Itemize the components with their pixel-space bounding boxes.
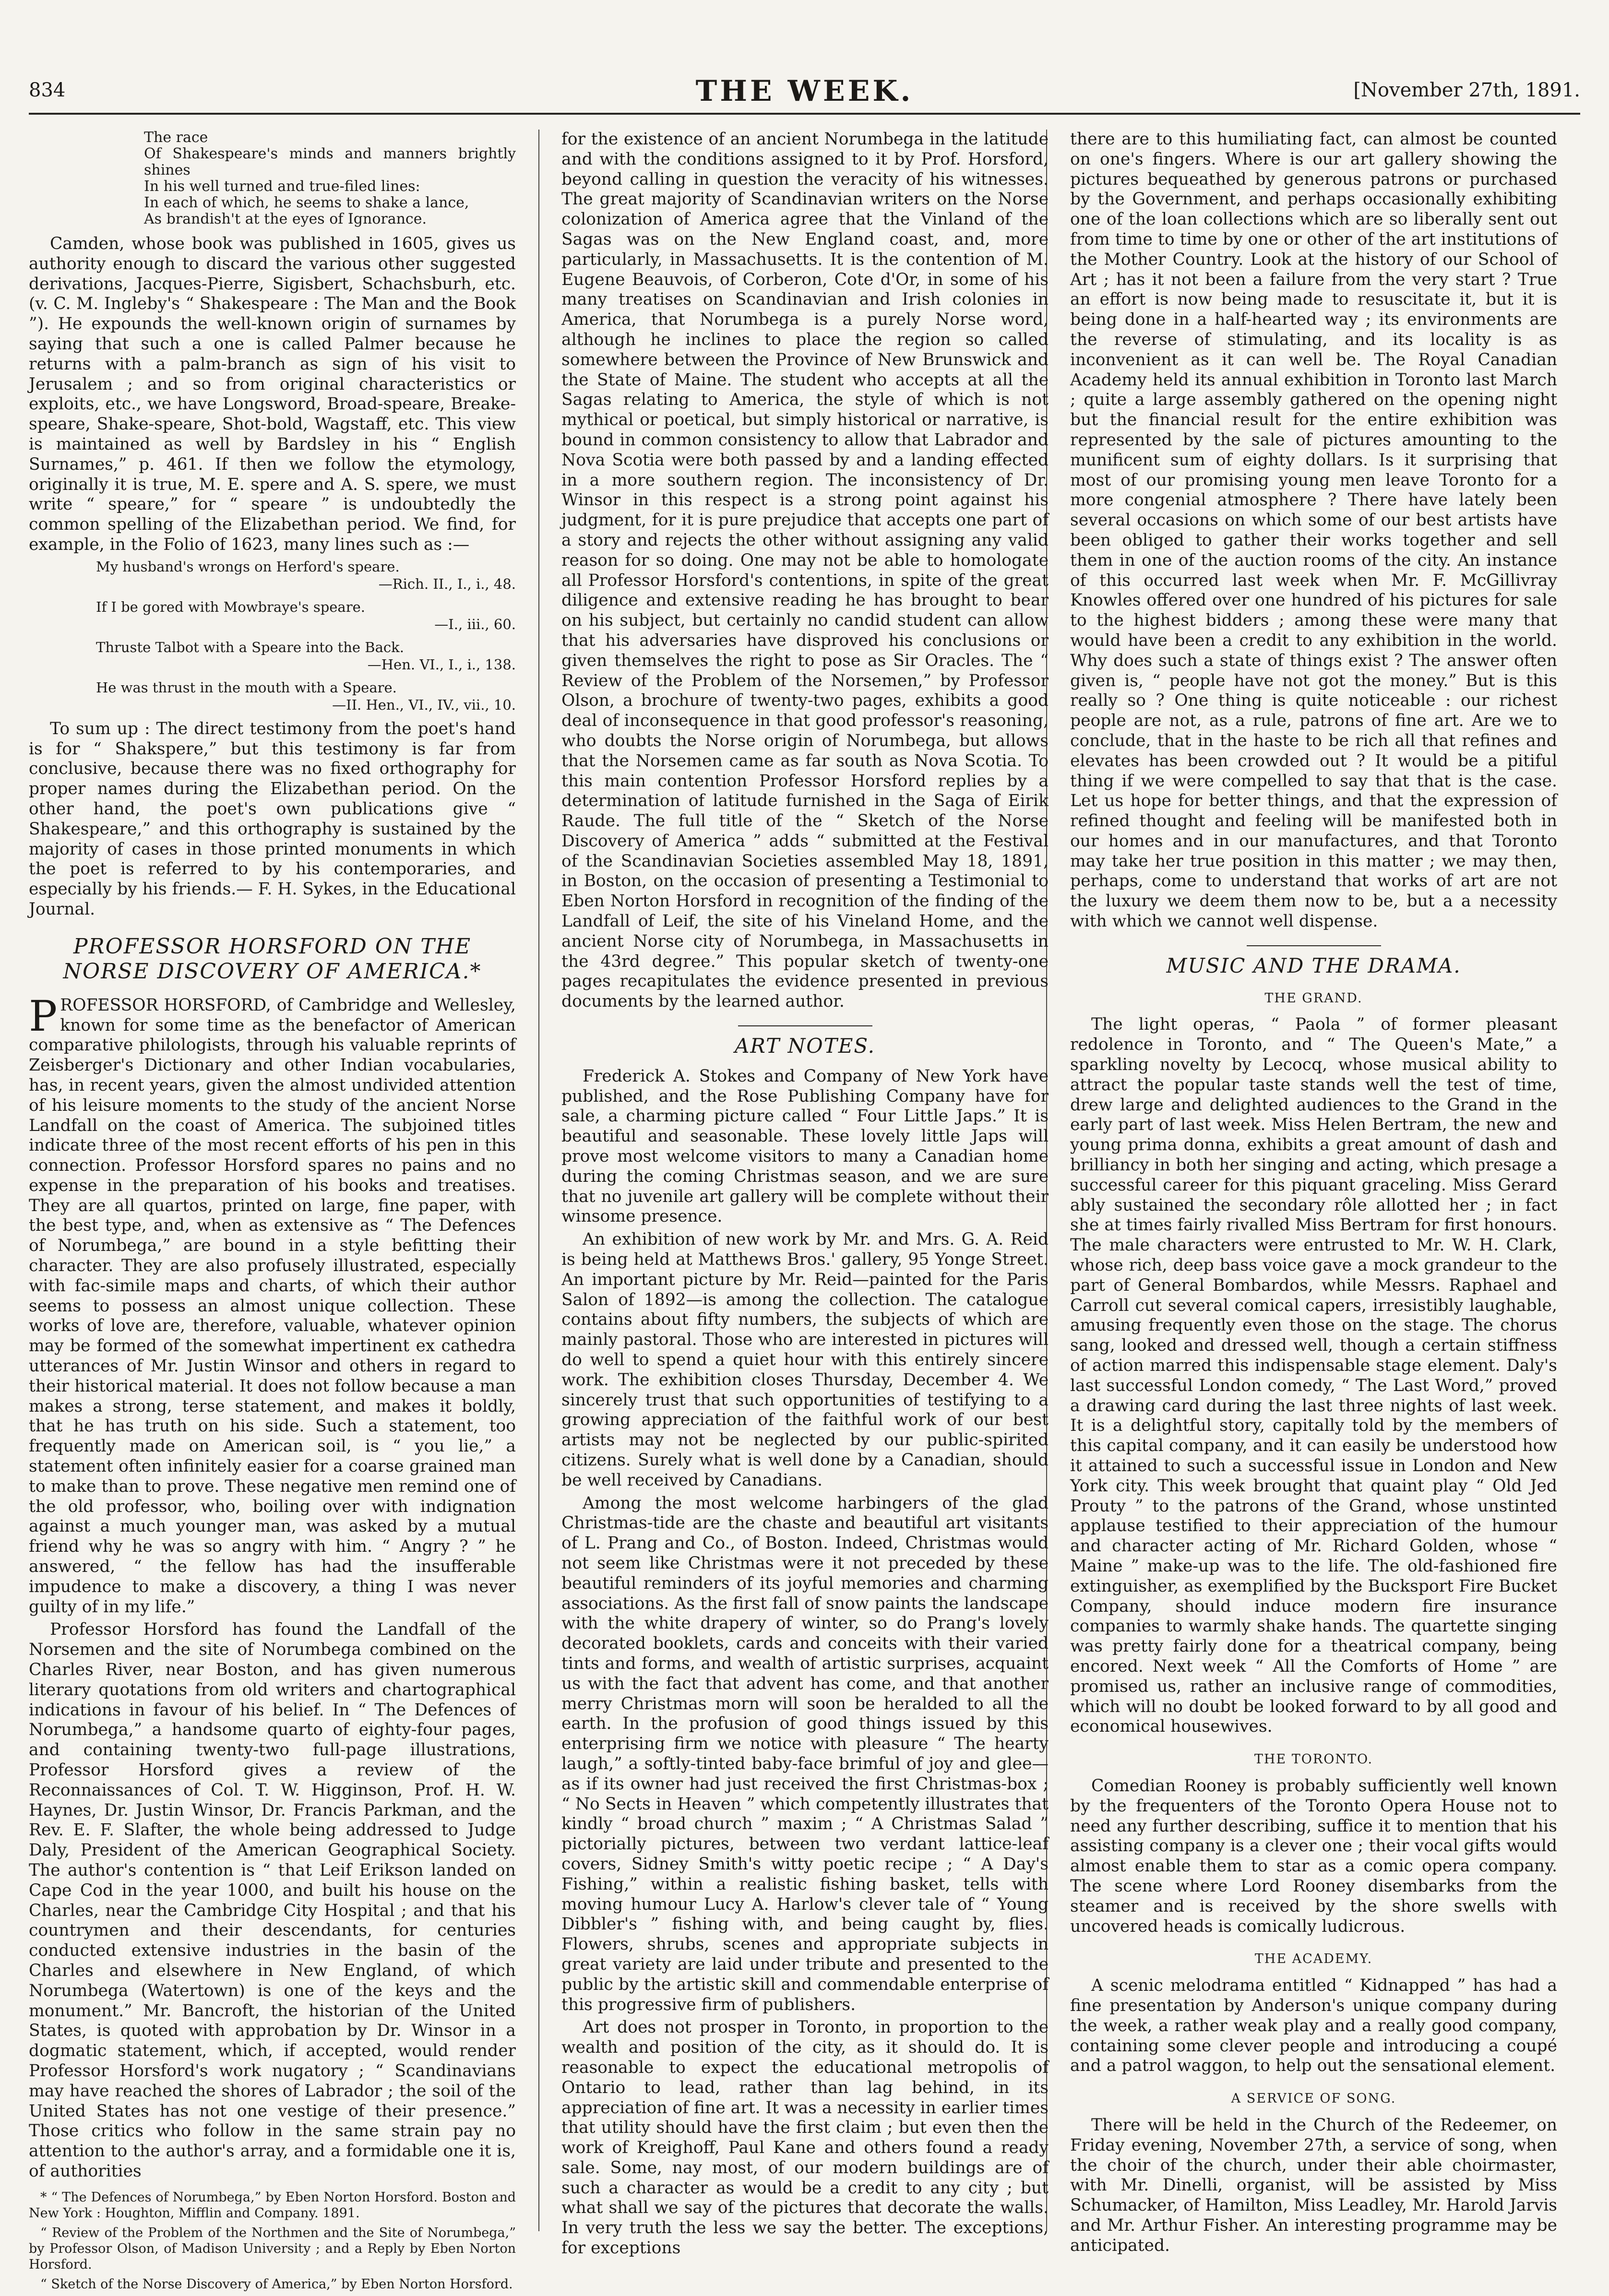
citation-ref: —Rich. II., I., i., 48.	[378, 575, 516, 592]
paragraph: Frederick A. Stokes and Company of New York have published, and the Rose Publishing Company have for sale, a charming picture called “ Four Little Japs.” It is beautiful and seasonable. These lovely little Japs will prove most welcome visitors to many a Canadian home during the coming Christmas season, and we are sure that no juvenile art gallery will be complete without their winsome presence.	[561, 1066, 1049, 1226]
paragraph: A scenic melodrama entitled “ Kidnapped ” has had a fine presentation by Anderson's unique company during the week, a rather weak play and a really good company, containing some clever people and introducing a coupé and a patrol waggon, to help out the sensational element.	[1070, 1976, 1557, 2076]
section-rule	[1247, 945, 1381, 946]
citation-line: He was thrust in the mouth with a Speare.	[96, 679, 397, 696]
paragraph-text: ROFESSOR HORSFORD, of Cambridge and Wellesley, known for some time as the benefactor of American comparative philologists, through his valuable reprints of Zeisberger's Dictionary and other Indian vocabularies, has, in recent years, given the almost undivided attention of his leisure moments to the study of the ancient Norse Landfall on the coast of America. The subjoined titles indicate three of the most recent efforts of his pen in this connection. Professor Horsford spares no pains and no expense in the preparation of his books and treatises. They are all quartos, printed on large, fine paper, with the best type, and, when as extensive as “ The Defences of Norumbega,” are bound in a style befitting their character. They are also profusely illustrated, especially with fac-simile maps and charts, of which their author seems to possess an almost unique collection. These works of love are, therefore, valuable, whatever opinion may be formed of the somewhat impertinent ex cathedra utterances of Mr. Justin Winsor and others in regard to their historical material. It does not follow because a man makes a strong, terse statement, and makes it boldly, that he has truth on his side. Such a statement, too frequently made on American soil, is “ you lie,” a statement often infinitely easier for a coarse grained man to make than to prove. These negative men remind one of the old professor, who, boiling over with indignation against a much younger man, was asked by a mutual friend why he was so angry with him. “ Angry ? ” he answered, “ the fellow has had the insufferable impudence to make a discovery, a thing I was never guilty of in my life.”	[29, 995, 516, 1617]
paragraph: Camden, whose book was published in 1605, gives us authority enough to discard the various other suggested derivations, Jacques-Pierre, Sigisbert, Schachsburh, etc. (v. C. M. Ingleby's “ Shakespeare : The Man and the Book ”). He expounds the well-known origin of surnames by saying that such a one is called Palmer because he returns with a palm-branch as sign of his visit to Jerusalem ; and so from original characteristics or exploits, etc., we have Longsword, Broad-speare, Breake-speare, Shake-speare, Shot-bold, Wagstaff, etc. This view is maintained as well by Bardsley in his “ English Surnames,” p. 461. If then we follow the etymology, originally it is true, M. E. spere and A. S. spere, we must write “ speare,” for “ speare ” is undoubtedly the common spelling of the Elizabethan period. We find, for example, in the Folio of 1623, many lines such as :—	[29, 234, 516, 554]
paragraph: There will be held in the Church of the Redeemer, on Friday evening, November 27th, a service of song, when the choir of the church, under their able choirmaster, with Mr. Dinelli, organist, will be assisted by Miss Schumacker, of Hamilton, Miss Leadley, Mr. Harold Jarvis and Mr. Arthur Fisher. An interesting programme may be anticipated.	[1070, 2115, 1557, 2255]
citation-line: Thruste Talbot with a Speare into the Back.	[96, 639, 404, 655]
subheading: THE ACADEMY.	[1254, 1951, 1373, 1967]
footnote: * “ The Defences of Norumbega,” by Eben Norton Horsford. Boston and New York : Houghton, Mifflin and Company. 1891.	[29, 2189, 516, 2221]
paragraph: To sum up : The direct testimony from the poet's hand is for “ Shakspere,” but this testimony is far from conclusive, because there was no fixed orthography for proper names during the Elizabethan period. On the other hand, the poet's own publications give “ Shakespeare,” and this orthography is sustained by the majority of cases in those printed monuments in which the poet is referred to by his contemporaries, and especially by his friends.— F. H. Sykes, in the Educational Journal.	[29, 719, 516, 919]
paragraph-dropcap	[29, 991, 516, 1618]
article-title: PROFESSOR HORSFORD ON THE NORSE DISCOVERY OF AMERICA.*	[63, 934, 482, 984]
subheading: A SERVICE OF SONG.	[1231, 2091, 1396, 2106]
section-rule	[738, 1025, 872, 1026]
footnotes	[29, 2189, 516, 2292]
paragraph: Among the most welcome harbingers of the glad Christmas-tide are the chaste and beautiful art visitants of L. Prang and Co., of Boston. Indeed, Christmas would not seem like Christmas were it not preceded by these beautiful reminders of its joyful memories and charming associations. As the first fall of snow paints the landscape with the white drapery of winter, so do Prang's lovely decorated booklets, cards and conceits with their varied tints and forms, and wealth of artistic surprises, acquaint us with the fact that advent has come, and that another merry Christmas morn will soon be heralded to all the earth. In the profusion of good things issued by this enterprising firm we notice with pleasure “ The hearty laugh,” a softly-tinted baby-face brimful of joy and glee—as if its owner had just received the first Christmas-box ; “ No Sects in Heaven ” which competently illustrates that kindly “ broad church ” maxim ; “ A Christmas Salad ” pictorially pictures, between two verdant lattice-leaf covers, Sidney Smith's witty poetic recipe ; “ A Day's Fishing,” within a realistic fishing basket, tells with moving humour Lucy A. Harlow's clever tale of “ Young Dibbler's ” fishing with, and being caught by, flies. Flowers, shrubs, scenes and appropriate subjects in great variety are laid under tribute and presented to the public by the artistic skill and commendable enterprise of this progressive firm of publishers.	[561, 1493, 1049, 2014]
masthead-title: THE WEEK.	[695, 74, 914, 108]
column-middle	[561, 130, 1049, 2261]
citation-ref: —I., iii., 60.	[434, 616, 516, 632]
paragraph: for the existence of an ancient Norumbega in the latitude and with the conditions assigned to it by Prof. Horsford, beyond calling in question the veracity of his witnesses. The great majority of Scandinavian writers on the Norse colonization of America agree that the Vinland of the Sagas was on the New England coast, and, more particularly, in Massachusetts. It is the contention of M. Eugene Beauvois, of Corberon, Cote d'Or, in some of his many treatises on Scandinavian and Irish colonies in America, that Norumbega is a purely Norse word, although he inclines to place the region so called somewhere between the Province of New Brunswick and the State of Maine. The student who accepts at all the Sagas relating to America, the style of which is not mythical or poetical, but simply historical or narrative, is bound in common consistency to allow that Labrador and Nova Scotia were both passed by and a landing effected in a more southern region. The inconsistency of Dr. Winsor in this respect is a strong point against his judgment, for it is pure prejudice that accepts one part of a story and rejects the other without assigning any valid reason for so doing. One may not be able to homologate all Professor Horsford's contentions, in spite of the great diligence and extensive reading he has brought to bear on his subject, but certainly no candid student can allow that his adversaries have disproved his conclusions or given themselves the right to pose as Sir Oracles. The “ Review of the Problem of the Norsemen,” by Professor Olson, a brochure of twenty-two pages, exhibits a good deal of inconsequence in that good professor's reasoning, who doubts the Norse origin of Norumbega, but allows that the Norsemen came as far south as Nova Scotia. To this main contention Professor Horsford replies by a determination of latitude furnished in the Saga of Eirik Raude. The full title of the “ Sketch of the Norse Discovery of America ” adds “ submitted at the Festival of the Scandinavian Societies assembled May 18, 1891, in Boston, on the occasion of presenting a Testimonial to Eben Norton Horsford in recognition of the finding of the Landfall of Leif, the site of his Vineland Home, and the ancient Norse city of Norumbega, in Massachusetts in the 43rd degree.” This popular sketch of twenty-one pages recapitulates the evidence presented in previous documents by the learned author.	[561, 130, 1049, 1011]
citation-block	[29, 558, 516, 714]
paragraph: The light operas, “ Paola ” of former pleasant redolence in Toronto, and “ The Queen's Mate,” a sparkling novelty by Lecocq, whose musical ability to attract the popular taste stands well the test of time, drew large and delighted audiences to the Grand in the early part of last week. Miss Helen Bertram, the new and young prima donna, exhibits a great amount of dash and brilliancy in both her singing and acting, which presage a successful career for this piquant graceling. Miss Gerard ably sustained the secondary rôle allotted her ; in fact she at times fairly rivalled Miss Bertram for first honours. The male characters were entrusted to Mr. W. H. Clark, whose rich, deep bass voice gave a mock grandeur to the part of General Bombardos, while Messrs. Raphael and Carroll cut several comical capers, irresistibly laughable, amusing frequently even those on the stage. The chorus sang, looked and dressed well, though a certain stiffness of action marred this indispensable stage element. Daly's last successful London comedy, “ The Last Word,” proved a drawing card during the last three nights of last week. It is a delightful story, capitally told by the members of this capital company, and it can easily be understood how it attained to such a successful issue in London and New York city. This week brought that quaint play “ Old Jed Prouty ” to the patrons of the Grand, whose unstinted applause testified to their appreciation of the humour and character acting of Mr. Richard Golden, whose “ Maine ” make-up was to the life. The old-fashioned fire extinguisher, as exemplified by the Bucksport Fire Bucket Company, should induce modern fire insurance companies to warmly shake hands. The quartette singing was pretty fairly done for a theatrical company, being encored. Next week “ All the Comforts of Home ” are promised us, rather an inclusive range of commodities, which will no doubt be looked forward to by all good and economical housewives.	[1070, 1015, 1557, 1737]
paragraph: there are to this humiliating fact, can almost be counted on one's fingers. Where is our art gallery showing the pictures bequeathed by generous patrons or purchased by the Government, and perhaps occasionally exhibiting one of the loan collections which are so liberally sent out from time to time by one or other of the art institutions of the Mother Country. Look at the history of our School of Art ; has it not been a failure from the very start ? True an effort is now being made to resuscitate it, but it is being done in a half-hearted way ; its environments are the reverse of stimulating, and its locality is as inconvenient as it can well be. The Royal Canadian Academy held its annual exhibition in Toronto last March ; quite a large assembly gathered on the opening night but the financial result for the entire exhibition was represented by the sale of pictures amounting to the munificent sum of eighty dollars. Is it surprising that most of our promising young men leave Toronto for a more congenial atmosphere ? There have lately been several occasions on which some of our best artists have been obliged to gather their works together and sell them in one of the auction rooms of the city. An instance of this occurred last week when Mr. F. McGillivray Knowles offered over one hundred of his pictures for sale to the highest bidders ; among these were many that would have been a credit to any exhibition in the world. Why does such a state of things exist ? The answer often given is, “ people have not got the money.” But is this really so ? One thing is quite noticeable : our richest people are not, as a rule, patrons of fine art. Are we to conclude, that in the haste to be rich all that refines and elevates has been crowded out ? It would be a pitiful thing if we were compelled to say that that is the case. Let us hope for better things, and that the expression of refined thought and feeling will be manifested both in our homes and in our manufactures, and that Toronto may take her true position in this matter ; we may then, perhaps, come to understand that works of art are not the luxury we deem them now to be, but a a necessity with which we cannot well dispense.	[1070, 130, 1557, 931]
poem-quote: The race Of Shakespeare's minds and manners brightly shines In his well turned and true-filed lines: In each of which, he seems to shake a lance, As brandish't at the eyes of Ignorance.	[144, 129, 516, 227]
citation-ref: —II. Hen., VI., IV., vii., 10.	[332, 696, 516, 713]
paragraph: Comedian Rooney is probably sufficiently well known by the frequenters of the Toronto Opera House not to need any further describing, suffice it to mention that his assisting company is a clever one ; their vocal gifts would almost enable them to star as a comic opera company. The scene where Lord Rooney disembarks from the steamer and is received by the shore swells with uncovered heads is comically ludicrous.	[1070, 1776, 1557, 1936]
page-number: 834	[29, 79, 66, 101]
page-header	[29, 74, 1580, 115]
citation-line: My husband's wrongs on Herford's speare.	[96, 558, 400, 575]
column-divider	[538, 130, 539, 2231]
citation-line: If I be gored with Mowbraye's speare.	[96, 598, 365, 615]
section-title: ART NOTES.	[734, 1034, 876, 1058]
footnote: “ Review of the Problem of the Northmen and the Site of Norumbega,” by Professor Olson, of Madison University ; and a Reply by Eben Norton Horsford.	[29, 2225, 516, 2272]
paragraph: An exhibition of new work by Mr. and Mrs. G. A. Reid is being held at Matthews Bros.' gallery, 95 Yonge Street. An important picture by Mr. Reid—painted for the Paris Salon of 1892—is among the collection. The catalogue contains about fifty numbers, the subjects of which are mainly pastoral. Those who are interested in pictures will do well to spend a quiet hour with this entirely sincere work. The exhibition closes Thursday, December 4. We sincerely trust that such opportunities of testifying to a growing appreciation of the faithful work of our best artists may not be neglected by our public-spirited citizens. Surely what is well done by a Canadian, should be well received by Canadians.	[561, 1230, 1049, 1490]
subheading: THE TORONTO.	[1254, 1752, 1373, 1767]
subheading: THE GRAND.	[1264, 990, 1363, 1006]
footnote: “ Sketch of the Norse Discovery of America,” by Eben Norton Horsford.	[40, 2276, 513, 2292]
section-title: MUSIC AND THE DRAMA.	[1166, 953, 1461, 977]
paragraph: Art does not prosper in Toronto, in proportion to the wealth and position of the city, as it should do. It is reasonable to expect the educational metropolis of Ontario to lead, rather than lag behind, in its appreciation of fine art. It was a necessity in earlier times that utility should have the first claim ; but even then the work of Kreighoff, Paul Kane and others found a ready sale. Some, nay most, of our modern buildings are of such a character as would be a credit to any city ; but what shall we say of the pictures that decorate the walls. In very truth the less we say the better. The exceptions, for exceptions	[561, 2018, 1049, 2258]
citation-ref: —Hen. VI., I., i., 138.	[367, 656, 516, 673]
column-right	[1070, 130, 1557, 2259]
paragraph: Professor Horsford has found the Landfall of the Norsemen and the site of Norumbega combined on the Charles River, near Boston, and has given numerous literary quotations from old writers and chartographical indications in favour of his belief. In “ The Defences of Norumbega,” a handsome quarto of eighty-four pages, and containing twenty-two full-page illustrations, Professor Horsford gives a review of the Reconnaissances of Col. T. W. Higginson, Prof. H. W. Haynes, Dr. Justin Winsor, Dr. Francis Parkman, and the Rev. E. F. Slafter, the whole being addressed to Judge Daly, President of the American Geographical Society. The author's contention is “ that Leif Erikson landed on Cape Cod in the year 1000, and built his house on the Charles, near the Cambridge City Hospital ; and that his countrymen and their descendants, for centuries conducted extensive industries in the basin of the Charles and elsewhere in New England, of which Norumbega (Watertown) is one of the keys and the monument.” Mr. Bancroft, the historian of the United States, is quoted with approbation by Dr. Winsor in a dogmatic statement, which, if accepted, would render Professor Horsford's work nugatory ; “ Scandinavians may have reached the shores of Labrador ; the soil of the United States has not one vestige of their presence.” Those critics who follow in the same strain pay no attention to the author's array, and a formidable one it is, of authorities	[29, 1620, 516, 2181]
issue-date: [November 27th, 1891.	[1353, 79, 1580, 101]
column-left	[29, 130, 516, 2296]
drop-cap: P	[29, 991, 58, 1041]
